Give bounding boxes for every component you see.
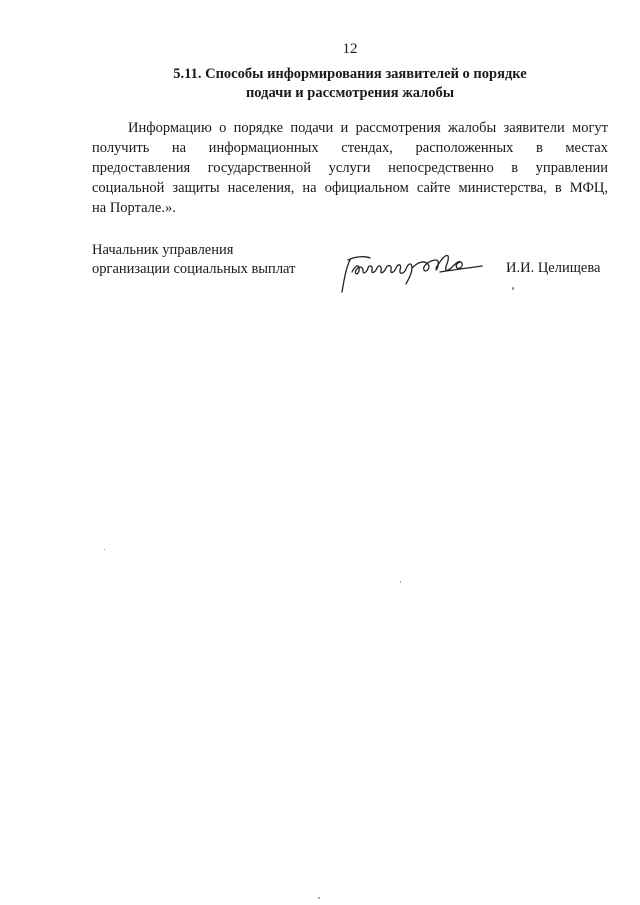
signatory-name: И.И. Целищева xyxy=(506,260,601,276)
signatory-title-line: организации социальных выплат xyxy=(92,261,296,277)
paragraph-line: предоставления государственной услуги непосредственно в управлении xyxy=(92,160,608,176)
signatory-title-line: Начальник управления xyxy=(92,242,234,258)
scan-speck xyxy=(318,897,320,899)
scan-speck xyxy=(512,287,514,290)
section-heading xyxy=(0,65,640,103)
section-heading-line: 5.11. Способы информирования заявителей о порядке xyxy=(173,66,527,82)
page-number: 12 xyxy=(342,41,358,57)
signatory-title xyxy=(92,241,295,279)
paragraph-line: социальной защиты населения, на официальном сайте министерства, в МФЦ, xyxy=(92,180,608,196)
paragraph-line: Информацию о порядке подачи и рассмотрения жалобы заявители могут xyxy=(128,120,608,136)
section-heading-line: подачи и рассмотрения жалобы xyxy=(245,85,455,101)
scan-speck xyxy=(104,549,105,550)
paragraph-line: получить на информационных стендах, расположенных в местах xyxy=(92,140,608,156)
paragraph-line: на Портале.». xyxy=(92,200,176,216)
body-paragraph xyxy=(92,118,608,218)
handwritten-signature xyxy=(336,246,486,294)
scan-speck xyxy=(400,581,401,583)
